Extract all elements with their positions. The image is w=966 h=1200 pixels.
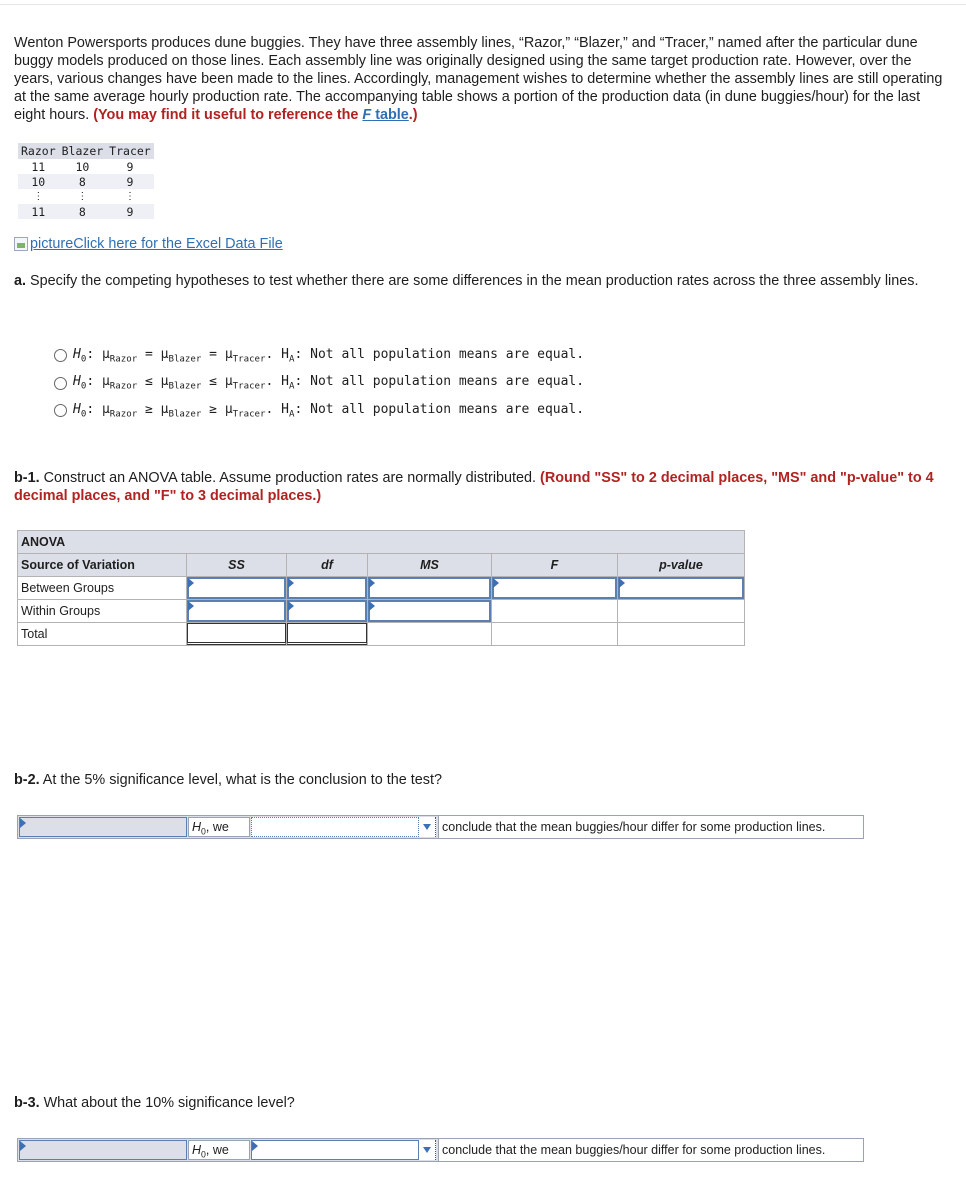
between-ms-input[interactable]: [368, 577, 492, 600]
col-header-razor: Razor: [18, 143, 59, 159]
chevron-down-icon[interactable]: [419, 817, 436, 837]
hypothesis-option-1[interactable]: $H_0$: $\mu_{Razor} = \mu_{Blazer} = \mu_{Tracer}$. $H_A$: Not all population means are equal.: [54, 342, 584, 370]
question-b2: b-2. At the 5% significance level, what is the conclusion to the test?: [14, 772, 442, 788]
dropdown-marker-icon: [252, 1141, 258, 1151]
conclusion-select[interactable]: [251, 817, 419, 837]
header-df: df: [287, 554, 368, 577]
table-row: 10 8 9: [18, 174, 154, 189]
within-ms-input[interactable]: [368, 600, 492, 623]
h0-we-label: $H_0$, we: [188, 1140, 250, 1160]
hypothesis-option-3[interactable]: $H_0$: $\mu_{Razor} \ge \mu_{Blazer} \ge \mu_{Tracer}$. $H_A$: Not all population means are equal.: [54, 397, 584, 425]
table-row-ellipsis: ⋮ ⋮ ⋮: [33, 190, 135, 202]
header-ss: SS: [187, 554, 287, 577]
table-row: 11 10 9: [31, 159, 134, 174]
within-df-input[interactable]: [287, 600, 368, 623]
question-a: a. Specify the competing hypotheses to test whether there are some differences in the mean production rates across the three assembly lines.: [14, 273, 919, 289]
intro-text: Wenton Powersports produces dune buggies. They have three assembly lines, “Razor,” “Blazer,” and “Tracer,” named after the particular dune buggy models produced on those lines. Each assembly line was originally designed using the same target production rate. However, over the years, various changes have been made to the lines. Accordingly, management wishes to determine whether the assembly lines are still operating at the same average hourly production rate. The accompanying table shows a portion of the production data (in dune buggies/hour) for the last eight hours.: [14, 35, 943, 123]
table-row: [18, 623, 745, 646]
chevron-down-icon[interactable]: [419, 1140, 436, 1160]
conclusion-row-5pct: [17, 815, 864, 839]
f-input[interactable]: [492, 577, 618, 600]
conclusion-select[interactable]: [251, 1140, 419, 1160]
col-header-tracer: Tracer: [106, 143, 154, 159]
row-label-between: Between Groups: [18, 577, 187, 600]
production-data-table: [18, 143, 154, 219]
radio-button[interactable]: [54, 404, 67, 417]
conclusion-text: conclude that the mean buggies/hour differ for some production lines.: [438, 1139, 863, 1161]
decision-select[interactable]: [19, 1140, 187, 1160]
excel-link-text: Click here for the Excel Data File: [73, 236, 283, 252]
header-ms: MS: [368, 554, 492, 577]
conclusion-row-10pct: [17, 1138, 864, 1162]
question-b3: b-3. What about the 10% significance level?: [14, 1095, 295, 1111]
table-row: 11 8 9: [18, 204, 154, 219]
row-label-total: Total: [18, 623, 187, 646]
f-table-link[interactable]: F table: [362, 107, 409, 123]
table-row: [18, 577, 745, 600]
table-row: [18, 600, 745, 623]
dropdown-marker-icon: [20, 818, 26, 828]
between-df-input[interactable]: [287, 577, 368, 600]
conclusion-text: conclude that the mean buggies/hour differ for some production lines.: [438, 816, 863, 838]
top-divider: [0, 0, 966, 5]
row-label-within: Within Groups: [18, 600, 187, 623]
col-header-blazer: Blazer: [59, 143, 107, 159]
radio-button[interactable]: [54, 377, 67, 390]
excel-link-alt: picture: [30, 236, 74, 252]
hypothesis-options: [54, 342, 584, 425]
radio-button[interactable]: [54, 349, 67, 362]
decision-select[interactable]: [19, 817, 187, 837]
p-value-input[interactable]: [618, 577, 745, 600]
dropdown-marker-icon: [20, 1141, 26, 1151]
total-df-input[interactable]: [287, 623, 368, 646]
total-ss-input[interactable]: [187, 623, 287, 646]
anova-table: [17, 530, 745, 646]
f-table-hint: (You may find it useful to reference the F table.): [93, 107, 418, 123]
header-source: Source of Variation: [18, 554, 187, 577]
between-ss-input[interactable]: [187, 577, 287, 600]
picture-icon: [14, 237, 28, 251]
hypothesis-option-2[interactable]: $H_0$: $\mu_{Razor} \le \mu_{Blazer} \le \mu_{Tracer}$. $H_A$: Not all population means are equal.: [54, 370, 584, 398]
h0-we-label: $H_0$, we: [188, 817, 250, 837]
question-b1: b-1. Construct an ANOVA table. Assume production rates are normally distributed. (Round "SS" to 2 decimal places, "MS" and "p-value" to 4 decimal places, and "F" to 3 decimal places.): [14, 470, 934, 504]
excel-data-link[interactable]: [14, 236, 283, 252]
problem-intro: [14, 34, 949, 124]
rounding-note: (Round "SS" to 2 decimal places, "MS" and "p-value" to 4 decimal places, and "F" to 3 decimal places.): [14, 470, 934, 504]
header-p-value: p-value: [618, 554, 745, 577]
within-ss-input[interactable]: [187, 600, 287, 623]
header-f: F: [492, 554, 618, 577]
anova-title: ANOVA: [18, 531, 745, 554]
